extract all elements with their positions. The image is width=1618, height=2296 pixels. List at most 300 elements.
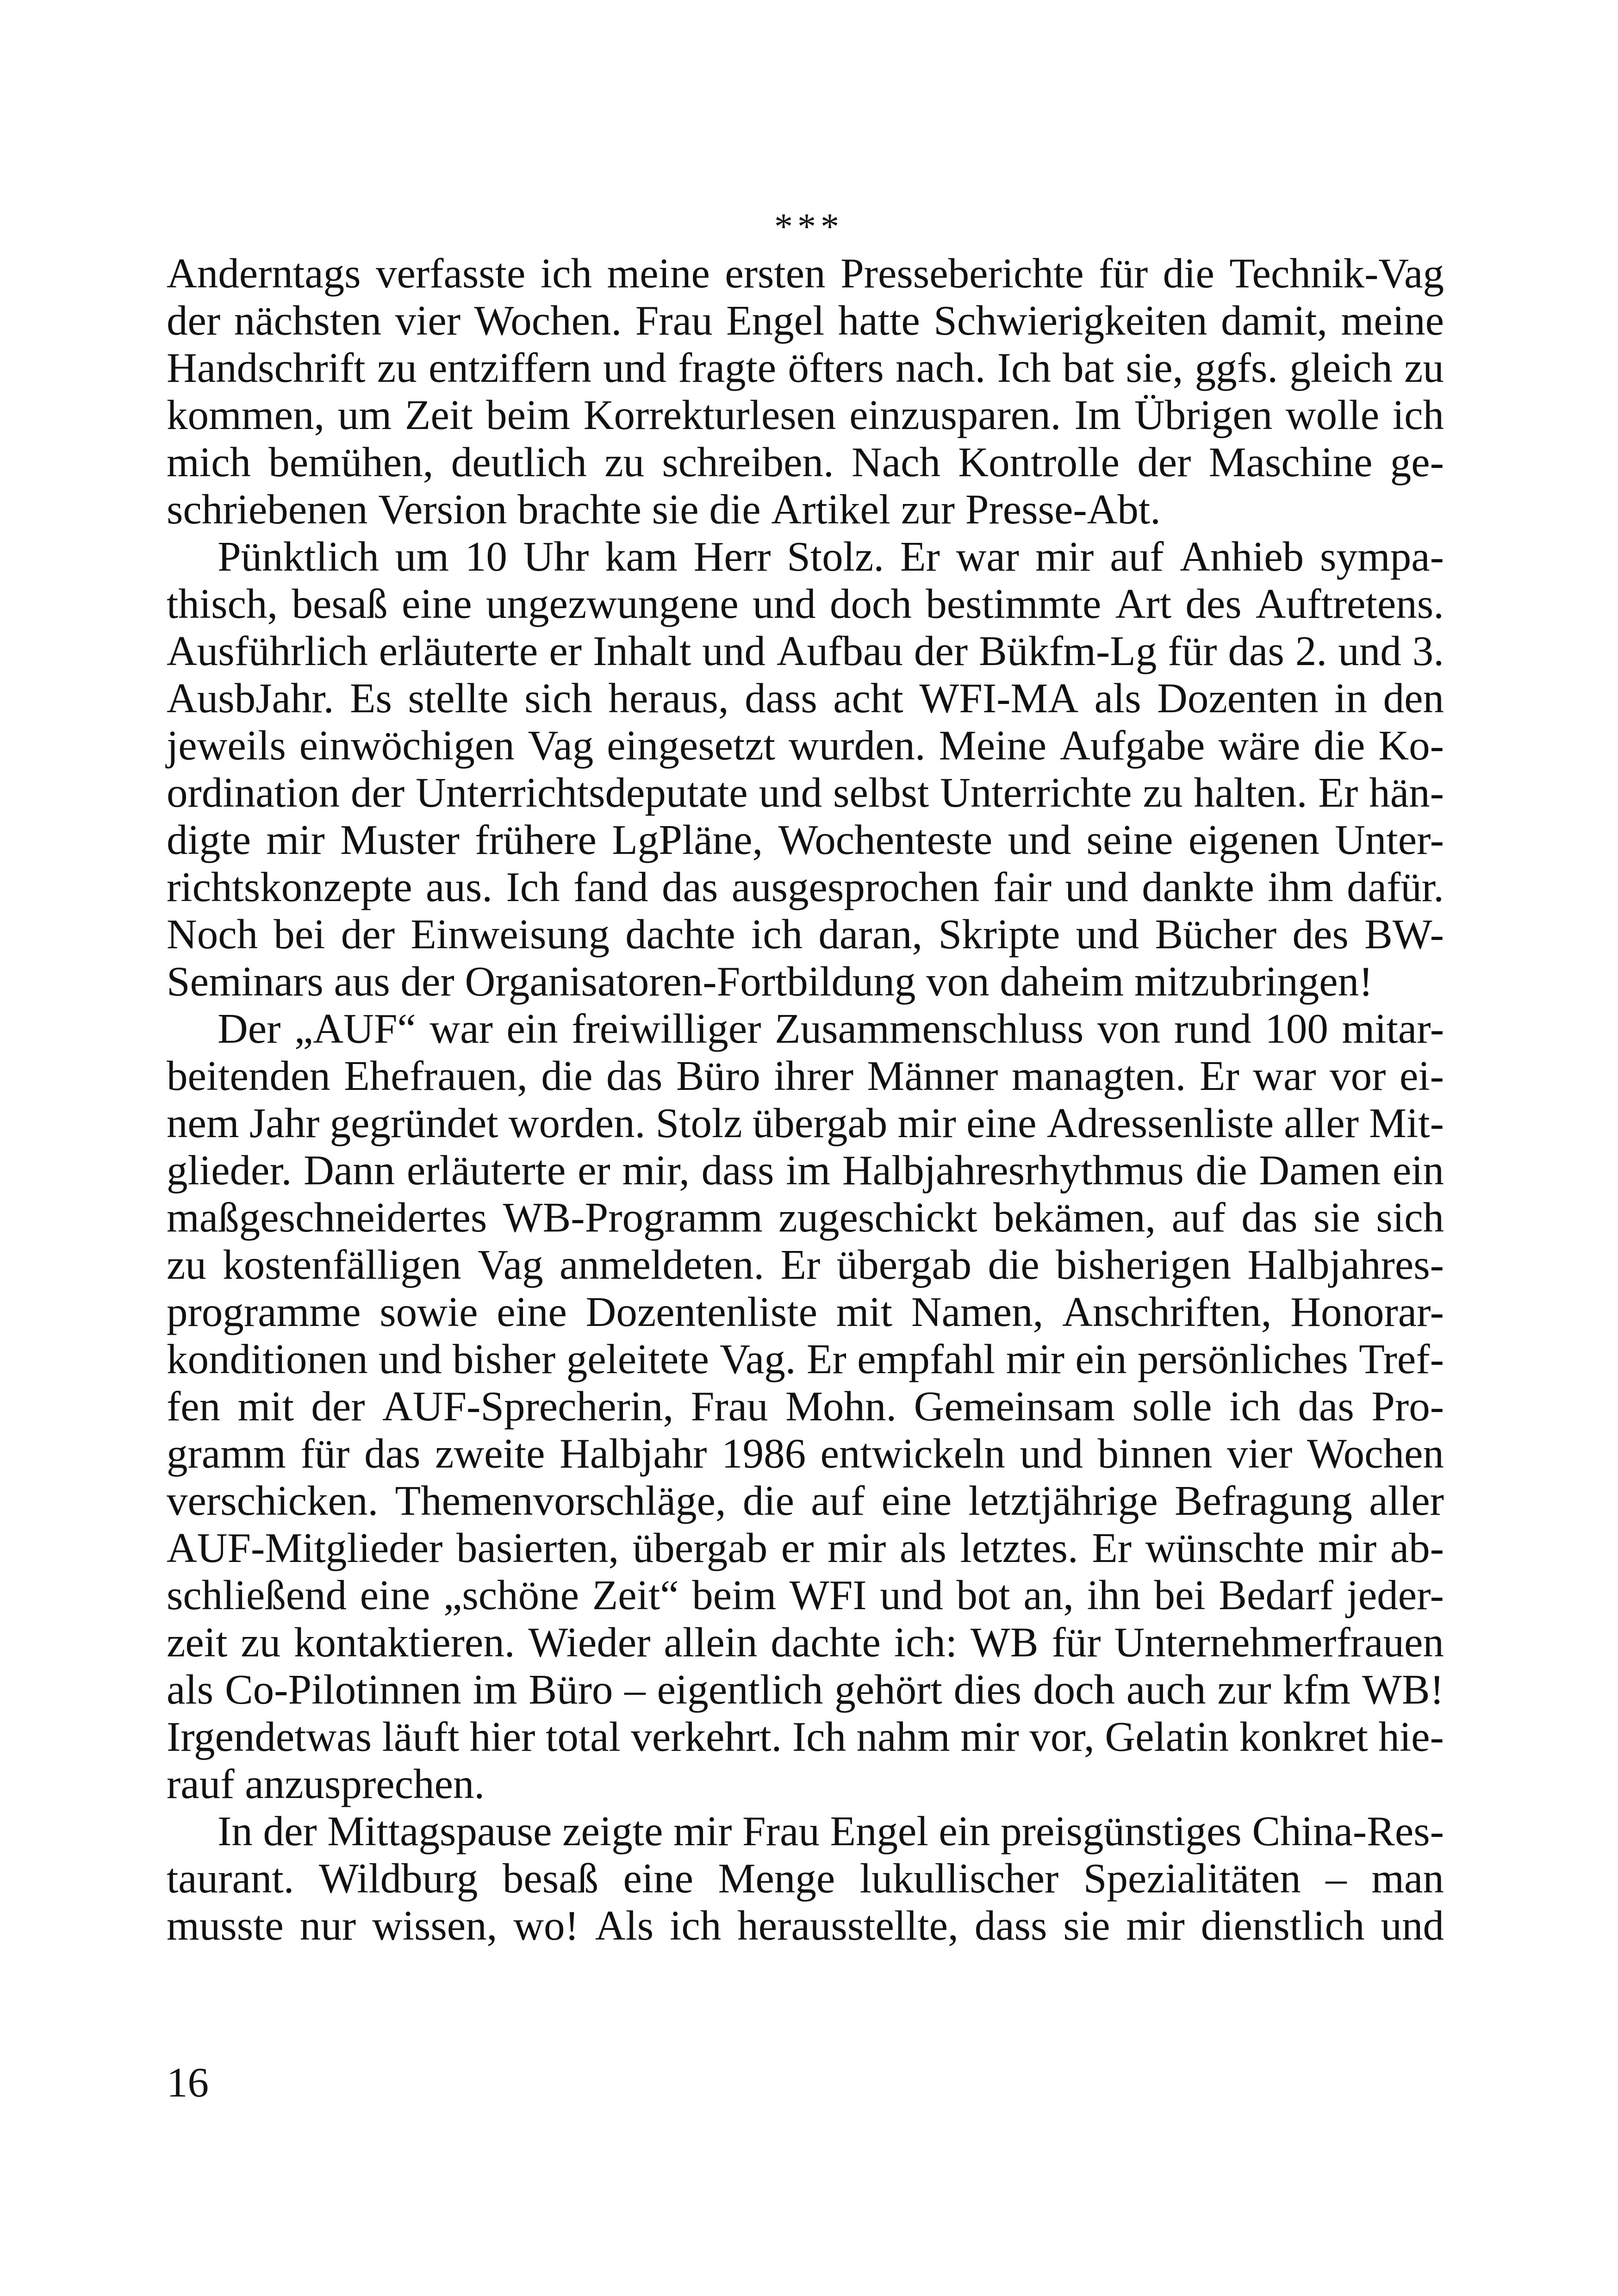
word: frühere	[475, 816, 597, 863]
word: übergab	[836, 1241, 972, 1288]
word: Büro	[529, 1666, 613, 1713]
word: rund	[1174, 1005, 1251, 1052]
word: nem	[167, 1100, 239, 1146]
word: Wildburg	[318, 1855, 478, 1902]
word: Nach	[852, 439, 940, 485]
word: Version	[378, 486, 507, 533]
word: letztjährige	[968, 1477, 1158, 1524]
text-line	[167, 1241, 1444, 1288]
word: öfters	[788, 344, 884, 391]
text-line	[167, 1100, 1444, 1147]
word: das	[606, 1052, 663, 1099]
word: dass	[974, 1902, 1047, 1949]
word: Ich	[997, 344, 1051, 391]
word: zu	[604, 439, 645, 485]
word: dass	[745, 675, 817, 722]
word: WB	[971, 1619, 1039, 1666]
text-line	[167, 1005, 1444, 1052]
word: das	[1298, 1383, 1354, 1430]
word: Unter-	[1335, 816, 1444, 863]
word: die	[1313, 722, 1365, 769]
word: jeweils	[167, 722, 286, 769]
word: dachte	[771, 1619, 881, 1666]
word: AUF-Mitglieder	[167, 1524, 443, 1571]
word: Co-Pilotinnen	[224, 1666, 461, 1713]
word: eine	[966, 1100, 1037, 1146]
word: anzusprechen.	[245, 1761, 485, 1807]
word: bei	[274, 911, 325, 958]
word: ei-	[1399, 1052, 1444, 1099]
word: vier	[395, 297, 461, 344]
word: und	[702, 628, 765, 674]
word: verkehrt.	[631, 1713, 782, 1760]
word: ge-	[1390, 439, 1444, 485]
word: ich	[1392, 392, 1444, 438]
word: WFI-MA	[919, 675, 1079, 722]
word: Frau	[691, 1383, 768, 1430]
word: mir	[1318, 1524, 1377, 1571]
word: Meine	[939, 722, 1047, 769]
word: Zeit“	[592, 1572, 679, 1618]
text-line	[167, 958, 1444, 1005]
word: China-Res-	[1252, 1808, 1444, 1854]
word: Stolz	[655, 1100, 742, 1146]
word: Unterrichte	[940, 769, 1132, 816]
word: im	[473, 1666, 517, 1713]
text-line	[167, 628, 1444, 675]
word: als	[167, 1666, 214, 1713]
word: Er	[1318, 769, 1358, 816]
text-line	[167, 297, 1444, 344]
word: anmeldeten.	[559, 1241, 765, 1288]
word: eingesetzt	[607, 722, 776, 769]
word: ich	[751, 911, 803, 958]
word: mich	[167, 439, 251, 485]
word: Zusammenschluss	[775, 1005, 1084, 1052]
word: maßgeschneidertes	[167, 1194, 487, 1241]
word: Presseberichte	[840, 250, 1084, 297]
word: sympa-	[1320, 533, 1444, 580]
word: geleitete	[566, 1336, 709, 1382]
word: kfm	[1282, 1666, 1351, 1713]
word: zeigte	[562, 1808, 663, 1854]
word: Ehefrauen,	[344, 1052, 528, 1099]
text-line	[167, 769, 1444, 816]
word: halten.	[1194, 769, 1307, 816]
word: freiwilliger	[572, 1005, 761, 1052]
word: 2.	[1295, 628, 1327, 674]
word: vor,	[1029, 1713, 1095, 1760]
word: richtskonzepte	[167, 864, 412, 910]
word: gleich	[1289, 344, 1393, 391]
word: fen	[167, 1383, 221, 1430]
word: dankte	[1142, 864, 1254, 910]
word: empfahl	[857, 1336, 996, 1382]
word: allein	[664, 1619, 758, 1666]
word: Noch	[167, 911, 258, 958]
word: übergab	[752, 1100, 888, 1146]
word: Wochen.	[474, 297, 622, 344]
word: schließend	[167, 1572, 347, 1618]
word: dass	[701, 1147, 774, 1194]
word: Damen	[1259, 1147, 1381, 1194]
word: Dozentenliste	[585, 1288, 817, 1335]
word: Bücher	[1155, 911, 1277, 958]
word: Bükfm-Lg	[979, 628, 1157, 674]
word: die	[1163, 250, 1214, 297]
word: Engel	[830, 1808, 928, 1854]
word: Aufbau	[776, 628, 903, 674]
word: Wochenteste	[778, 816, 993, 863]
word: LgPläne,	[612, 816, 763, 863]
word: Tref-	[1359, 1336, 1444, 1382]
word: mit	[237, 1383, 294, 1430]
word: Stolz.	[787, 533, 884, 580]
word: beim	[692, 1572, 777, 1618]
word: Er	[1092, 1524, 1132, 1571]
word: mir	[266, 816, 325, 863]
word: er	[781, 1524, 814, 1571]
word: nächsten	[234, 297, 382, 344]
word: sie	[1063, 1902, 1110, 1949]
text-line	[167, 1619, 1444, 1666]
word: fragte	[678, 344, 777, 391]
word: konkret	[1239, 1713, 1368, 1760]
word: aller	[1284, 1100, 1359, 1146]
word: doch	[1033, 1666, 1115, 1713]
word: solle	[1132, 1383, 1212, 1430]
word: Auftretens.	[1256, 580, 1444, 627]
word: ein	[939, 1808, 990, 1854]
text-line	[167, 1713, 1444, 1761]
word: ordination	[167, 769, 340, 816]
word: Spezialitäten	[1083, 1855, 1301, 1902]
word: Einweisung	[411, 911, 610, 958]
word: ich	[540, 250, 592, 297]
word: der	[167, 297, 221, 344]
word: 1986	[722, 1430, 806, 1477]
word: Wieder	[528, 1619, 651, 1666]
word: zu	[167, 1241, 206, 1288]
word: Pünktlich	[218, 533, 379, 580]
word: das	[364, 1430, 421, 1477]
word: zur	[1217, 1666, 1271, 1713]
word: der	[341, 911, 395, 958]
word: wolle	[1285, 392, 1380, 438]
word: Irgendetwas	[167, 1713, 372, 1760]
word: bisherigen	[1056, 1241, 1232, 1288]
word: ggfs.	[1195, 344, 1278, 391]
word: Muster	[340, 816, 460, 863]
word: Pro-	[1371, 1383, 1444, 1430]
text-line	[167, 1336, 1444, 1383]
word: um	[395, 533, 449, 580]
word: entwickeln	[820, 1430, 1005, 1477]
word: hatte	[838, 297, 920, 344]
word: kostenfälligen	[223, 1241, 461, 1288]
word: Ich	[792, 1713, 846, 1760]
word: zu	[1404, 344, 1444, 391]
word: sowie	[380, 1288, 478, 1335]
word: und	[1338, 628, 1401, 674]
word: verschicken.	[167, 1477, 379, 1524]
word: Adressenliste	[1046, 1100, 1274, 1146]
word: Seminars	[167, 958, 324, 1005]
word: acht	[833, 675, 903, 722]
word: bat	[1063, 344, 1114, 391]
word: mitar-	[1342, 1005, 1444, 1052]
word: schreiben.	[662, 439, 834, 485]
word: gegründet	[330, 1100, 498, 1146]
word: die	[742, 1477, 795, 1524]
word: Kontrolle	[958, 439, 1120, 485]
word: von	[1097, 1005, 1161, 1052]
word: –	[624, 1666, 646, 1713]
word: dies	[953, 1666, 1022, 1713]
word: Er	[780, 1241, 821, 1288]
word: bemühen,	[268, 439, 434, 485]
word: programme	[167, 1288, 361, 1335]
text-line	[167, 864, 1444, 911]
word: kontaktieren.	[293, 1619, 515, 1666]
word: doch	[829, 580, 912, 627]
word: Ko-	[1378, 722, 1444, 769]
word: Korrekturlesen	[583, 392, 836, 438]
text-line	[167, 1194, 1444, 1241]
word: WB-Programm	[503, 1194, 763, 1241]
word: als	[1094, 675, 1141, 722]
word: Mohn.	[785, 1383, 897, 1430]
word: mir	[897, 1100, 956, 1146]
word: Er	[1199, 1052, 1239, 1099]
word: managten.	[1011, 1052, 1186, 1099]
word: man	[1371, 1855, 1444, 1902]
word: um	[337, 392, 392, 438]
word: 100	[1265, 1005, 1328, 1052]
word: aller	[1369, 1477, 1444, 1524]
word: lukullischer	[859, 1855, 1059, 1902]
word: ein	[1392, 1147, 1444, 1194]
text-line	[167, 533, 1444, 580]
word: Ausführlich	[167, 628, 368, 674]
word: war	[429, 1005, 493, 1052]
word: übergab	[632, 1524, 768, 1571]
word: Maschine	[1208, 439, 1373, 485]
word: für	[300, 1430, 350, 1477]
word: selbst	[833, 769, 929, 816]
word: sie	[652, 486, 699, 533]
word: 10	[465, 533, 507, 580]
word: ich:	[894, 1619, 958, 1666]
word: Herr	[693, 533, 771, 580]
word: mir,	[622, 1147, 690, 1194]
word: Es	[349, 675, 392, 722]
word: ihrer	[774, 1052, 853, 1099]
word: mitzubringen!	[1134, 958, 1373, 1005]
word: Vag	[478, 1241, 543, 1288]
text-line	[167, 1808, 1444, 1855]
text-line	[167, 1666, 1444, 1713]
word: zu	[377, 344, 417, 391]
word: sie,	[1126, 344, 1183, 391]
word: Themenvorschläge,	[395, 1477, 726, 1524]
word: das	[1228, 628, 1284, 674]
word: bestimmte	[926, 580, 1101, 627]
text-line	[167, 1902, 1444, 1949]
word: sie	[1313, 1194, 1361, 1241]
word: des	[1292, 911, 1349, 958]
word: und	[759, 769, 822, 816]
word: im	[786, 1147, 831, 1194]
word: wurden.	[789, 722, 926, 769]
word: schriebenen	[167, 486, 368, 533]
word: von	[926, 958, 989, 1005]
word: der	[350, 769, 405, 816]
word: und	[1065, 864, 1128, 910]
word: gehört	[834, 1666, 942, 1713]
word: zu	[241, 1619, 281, 1666]
word: stellte	[408, 675, 509, 722]
text-line	[167, 344, 1444, 392]
word: Halbjahres-	[1247, 1241, 1444, 1288]
word: und	[1076, 911, 1139, 958]
word: der	[914, 628, 968, 674]
word: digte	[167, 816, 251, 863]
word: zu	[1143, 769, 1183, 816]
word: Vag.	[720, 1336, 796, 1382]
word: aus.	[426, 864, 493, 910]
word: nur	[299, 1902, 356, 1949]
word: AusbJahr.	[167, 675, 334, 722]
word: Dann	[304, 1147, 395, 1194]
word: ich	[670, 1902, 722, 1949]
word: rauf	[167, 1761, 235, 1807]
word: dienstlich	[1201, 1902, 1365, 1949]
word: verfasste	[375, 250, 526, 297]
word: wo!	[513, 1902, 579, 1949]
word: Skripte	[938, 911, 1060, 958]
word: Dozenten	[1157, 675, 1319, 722]
word: das	[662, 864, 718, 910]
word: kommen,	[167, 392, 325, 438]
word: Frau	[742, 1808, 820, 1854]
word: und	[1008, 816, 1071, 863]
word: beitenden	[167, 1052, 330, 1099]
word: ich	[1229, 1383, 1281, 1430]
word: auf	[1110, 533, 1164, 580]
word: Technik-Vag	[1229, 250, 1444, 297]
word: wünschte	[1145, 1524, 1305, 1571]
text-line	[167, 1430, 1444, 1477]
word: mir	[1035, 533, 1094, 580]
text-line	[167, 439, 1444, 486]
word: seine	[1086, 816, 1173, 863]
word: Männer	[867, 1052, 998, 1099]
word: mir	[827, 1524, 886, 1571]
word: „schöne	[443, 1572, 579, 1618]
word: die	[709, 486, 761, 533]
word: Schwierigkeiten	[933, 297, 1207, 344]
word: Befragung	[1174, 1477, 1353, 1524]
word: ab-	[1390, 1524, 1444, 1571]
word: Jahr	[249, 1100, 320, 1146]
word: fair	[993, 864, 1052, 910]
word: deutlich	[451, 439, 587, 485]
word: ein	[506, 1005, 558, 1052]
paragraph	[167, 1005, 1444, 1808]
word: dafür.	[1347, 864, 1444, 910]
word: Der	[218, 1005, 281, 1052]
word: besaß	[292, 580, 388, 627]
text-line	[167, 1855, 1444, 1902]
text-line	[167, 486, 1444, 533]
word: jeder-	[1346, 1572, 1444, 1618]
word: Übrigen	[1134, 392, 1273, 438]
word: Im	[1074, 392, 1121, 438]
word: des	[1185, 580, 1242, 627]
word: nach.	[895, 344, 986, 391]
word: als	[899, 1524, 946, 1571]
word: mit	[836, 1288, 893, 1335]
word: wäre	[1218, 722, 1301, 769]
word: Menge	[718, 1855, 835, 1902]
word: und	[1020, 1430, 1083, 1477]
word: das	[1241, 1194, 1298, 1241]
word: wissen,	[372, 1902, 498, 1949]
word: daheim	[1000, 958, 1124, 1005]
word: Anschriften,	[1062, 1288, 1272, 1335]
word: Mit-	[1369, 1100, 1444, 1146]
word: Als	[595, 1902, 654, 1949]
text-line	[167, 1477, 1444, 1524]
word: 3.	[1412, 628, 1444, 674]
text-line	[167, 392, 1444, 439]
word: war	[956, 533, 1020, 580]
word: Art	[1115, 580, 1172, 627]
word: taurant.	[167, 1855, 294, 1902]
body-text	[167, 250, 1444, 1949]
word: eine	[623, 1855, 694, 1902]
word: bot	[956, 1572, 1010, 1618]
word: Wochen	[1307, 1430, 1444, 1477]
word: der	[400, 958, 454, 1005]
word: daran,	[818, 911, 923, 958]
word: auf	[811, 1477, 865, 1524]
word: glieder.	[167, 1147, 292, 1194]
word: binnen	[1097, 1430, 1213, 1477]
text-line	[167, 816, 1444, 864]
word: ausgesprochen	[731, 864, 980, 910]
word: hier	[469, 1713, 535, 1760]
word: und	[1381, 1902, 1444, 1949]
word: Uhr	[523, 533, 589, 580]
text-line	[167, 1761, 1444, 1808]
word: basierten,	[456, 1524, 619, 1571]
paragraph	[167, 250, 1444, 533]
word: WFI	[789, 1572, 867, 1618]
word: Er	[900, 533, 940, 580]
word: und	[603, 344, 666, 391]
word: die	[1195, 1147, 1247, 1194]
word: Engel	[726, 297, 825, 344]
word: auf	[1171, 1194, 1226, 1241]
word: thisch,	[167, 580, 278, 627]
word: ihn	[1087, 1572, 1141, 1618]
word: entziffern	[428, 344, 591, 391]
word: aus	[334, 958, 390, 1005]
word: eine	[881, 1477, 952, 1524]
word: Anderntags	[167, 250, 361, 297]
